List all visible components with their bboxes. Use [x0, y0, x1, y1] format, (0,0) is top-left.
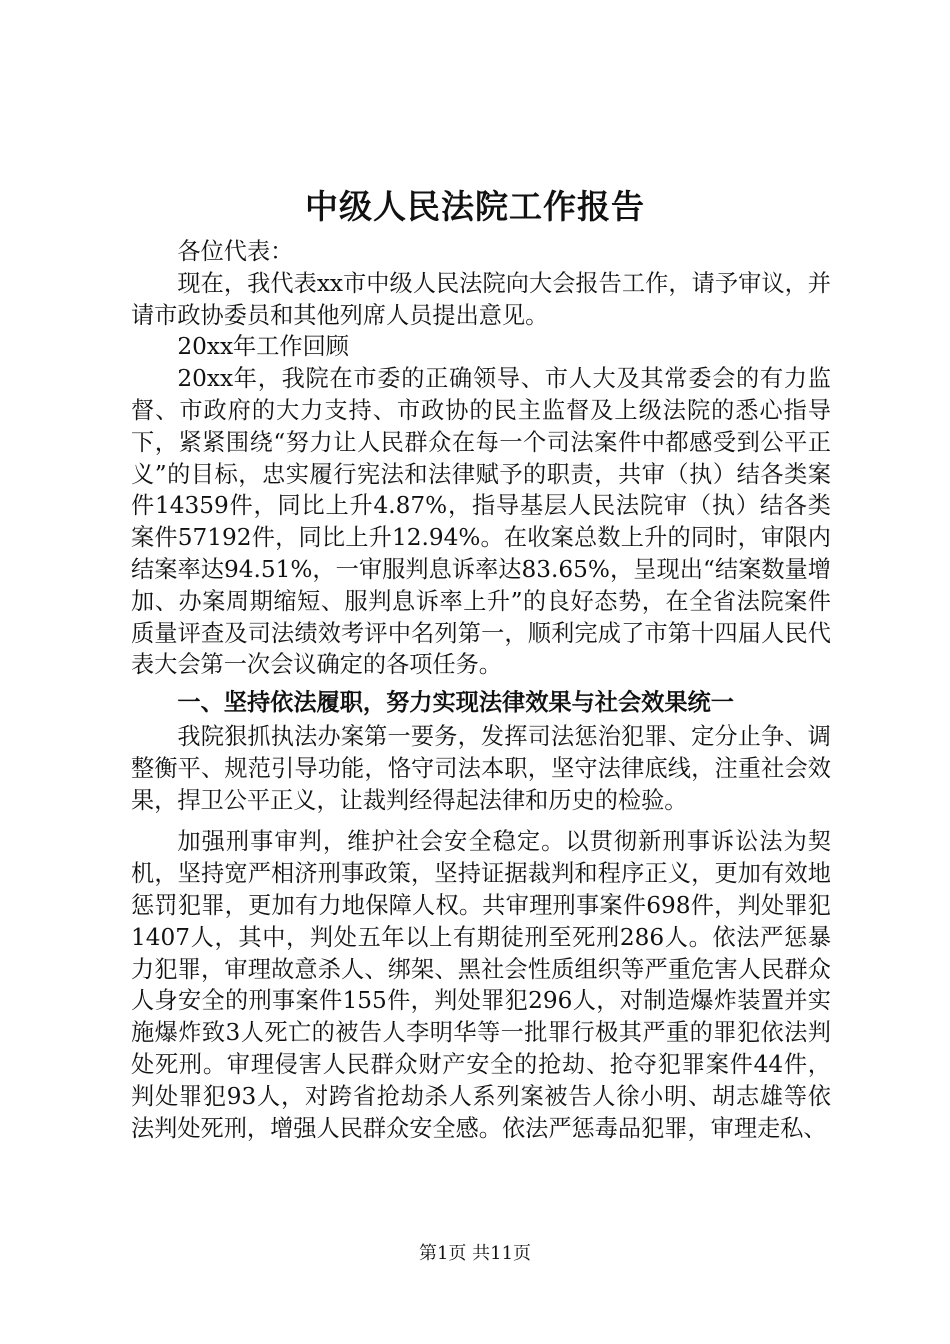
review-subtitle: 20xx年工作回顾 — [177, 333, 349, 361]
intro-paragraph: 现在，我代表xx市中级人民法院向大会报告工作，请予审议，并请市政协委员和其他列席人员提出意见。 — [131, 269, 831, 329]
document-body — [131, 236, 831, 1144]
criminal-trial-paragraph: 加强刑事审判，维护社会安全稳定。以贯彻新刑事诉讼法为契机，坚持宽严相济刑事政策，坚持证据裁判和程序正义，更加有效地惩罚犯罪，更加有力地保障人权。共审理刑事案件698件，判处罪犯1407人，其中，判处五年以上有期徒刑至死刑286人。依法严惩暴力犯罪，审理故意杀人、绑架、黑社会性质组织等严重危害人民群众人身安全的刑事案件155件，判处罪犯296人，对制造爆炸装置并实施爆炸致3人死亡的被告人李明华等一批罪行极其严重的罪犯依法判处死刑。审理侵害人民群众财产安全的抢劫、抢夺犯罪案件44件，判处罪犯93人，对跨省抢劫杀人系列案被告人徐小明、胡志雄等依法判处死刑，增强人民群众安全感。依法严惩毒品犯罪，审理走私、 — [131, 828, 831, 1142]
section-heading: 一、坚持依法履职，努力实现法律效果与社会效果统一 — [177, 689, 734, 717]
section-paragraph: 我院狠抓执法办案第一要务，发挥司法惩治犯罪、定分止争、调整衡平、规范引导功能，恪守司法本职，坚守法律底线，注重社会效果，捍卫公平正义，让裁判经得起法律和历史的检验。 — [131, 722, 831, 814]
page-number-footer: 第1页 共11页 — [418, 1243, 532, 1264]
document-title: 中级人民法院工作报告 — [305, 187, 645, 226]
salutation-paragraph: 各位代表： — [177, 238, 294, 265]
summary-paragraph: 20xx年，我院在市委的正确领导、市人大及其常委会的有力监督、市政府的大力支持、市政协的民主监督及上级法院的悉心指导下，紧紧围绕“努力让人民群众在每一个司法案件中都感受到公平正义”的目标，忠实履行宪法和法律赋予的职责，共审（执）结各类案件14359件，同比上升4.87%，指导基层人民法院审（执）结各类案件57192件，同比上升12.94%。在收案总数上升的同时，审限内结案率达94.51%，一审服判息诉率达83.65%，呈现出“结案数量增加、办案周期缩短、服判息诉率上升”的良好态势，在全省法院案件质量评查及司法绩效考评中名列第一，顺利完成了市第十四届人民代表大会第一次会议确定的各项任务。 — [131, 365, 831, 679]
